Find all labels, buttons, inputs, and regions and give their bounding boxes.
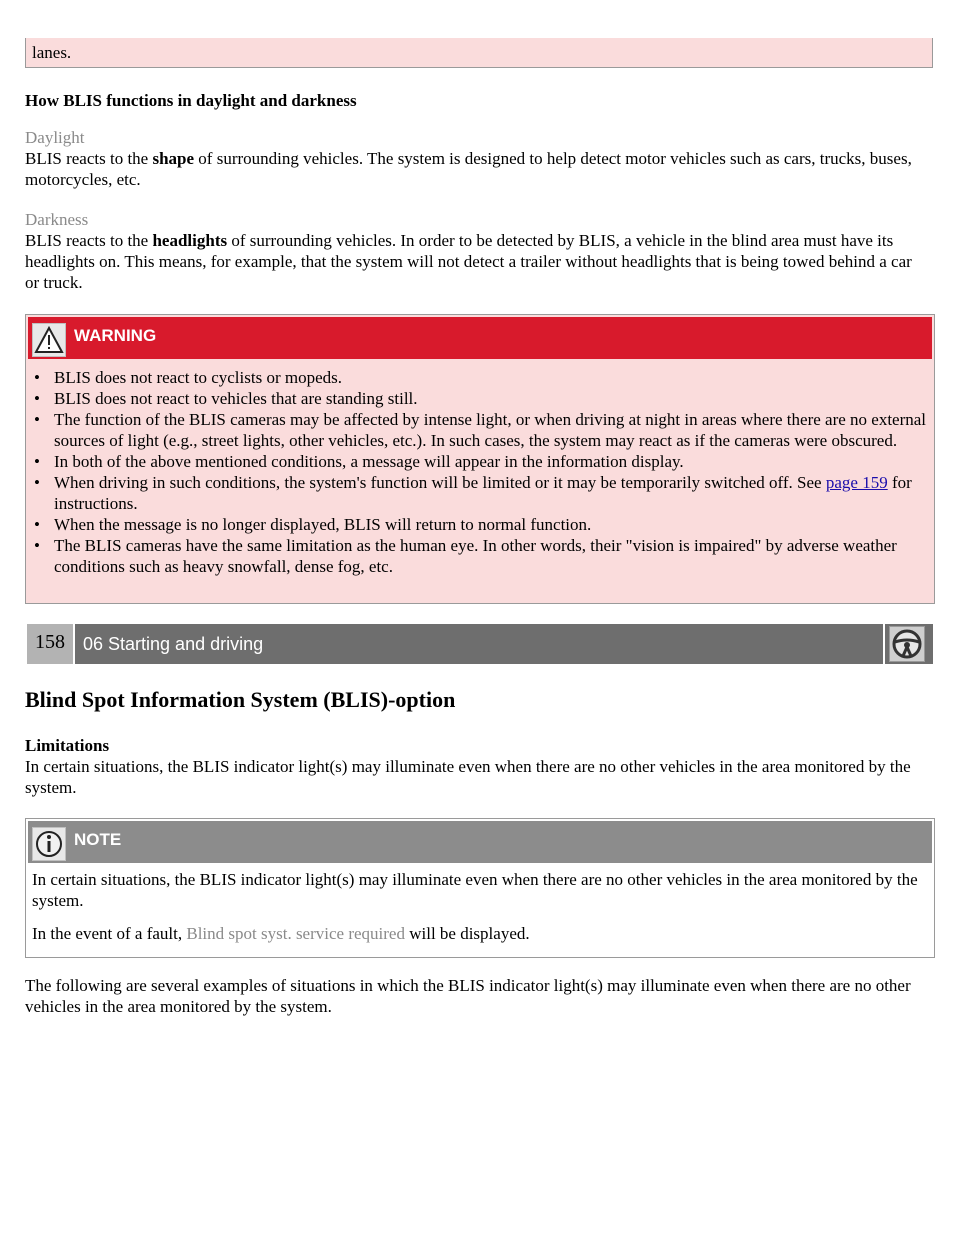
warning-header: [28, 317, 932, 359]
previous-warning-box-end: [25, 38, 933, 68]
list-item: • In both of the above mentioned conditions, a message will appear in the information display.: [30, 451, 934, 472]
darkness-text-post: of surrounding vehicles. In order to be detected by BLIS, a vehicle in the blind area must have its headlights on. This means, for example, that the system will not detect a trailer without headlights that is being towed behind a car or truck.: [25, 231, 912, 292]
note-p2-pre: In the event of a fault,: [32, 924, 187, 943]
darkness-heading: Darkness: [25, 210, 89, 229]
list-item: [30, 472, 934, 514]
daylight-block: [25, 127, 930, 190]
section-title: How BLIS functions in daylight and darkness: [25, 91, 357, 110]
steering-wheel-icon: [889, 626, 925, 662]
chapter-title: 06 Starting and driving: [75, 624, 883, 664]
main-heading: Blind Spot Information System (BLIS)-option: [25, 687, 456, 712]
list-item: • BLIS does not react to cyclists or mopeds.: [30, 367, 934, 388]
daylight-text-post: of surrounding vehicles. The system is designed to help detect motor vehicles such as cars, trucks, buses, motorcycles, etc.: [25, 149, 912, 189]
darkness-bold-word: headlights: [152, 231, 228, 250]
list-item: • When the message is no longer displayed, BLIS will return to normal function.: [30, 514, 934, 535]
note-paragraph-2: [32, 923, 928, 944]
chapter-header-bar: [25, 624, 935, 664]
limitations-title: Limitations: [25, 736, 110, 755]
note-paragraph-1: In certain situations, the BLIS indicator light(s) may illuminate even when there are no other vehicles in the area monitored by the system.: [32, 870, 918, 910]
daylight-bold-word: shape: [152, 149, 195, 168]
list-item-text: When driving in such conditions, the system's function will be limited or it may be temporarily switched off. See: [54, 473, 826, 492]
warning-triangle-icon: [32, 323, 66, 357]
note-header: [28, 821, 932, 863]
list-item: • The BLIS cameras have the same limitation as the human eye. In other words, their "vision is impaired" by adverse weather conditions such as heavy snowfall, dense fog, etc.: [30, 535, 934, 577]
note-p2-post: will be displayed.: [404, 924, 530, 943]
page-number: 158: [27, 624, 73, 664]
daylight-heading: Daylight: [25, 128, 85, 147]
note-box: [25, 818, 935, 958]
page-159-link[interactable]: page 159: [825, 473, 888, 492]
info-icon: [32, 827, 66, 861]
darkness-text-pre: BLIS reacts to the: [25, 231, 153, 250]
daylight-text-pre: BLIS reacts to the: [25, 149, 153, 168]
list-item: • The function of the BLIS cameras may be affected by intense light, or when driving at night in areas where there are no external sources of light (e.g., street lights, other vehicles, etc.). In such cases, the system may react as if the cameras were obscured.: [30, 409, 934, 451]
list-item-suffix: for instructions.: [54, 473, 912, 513]
closing-paragraph: The following are several examples of situations in which the BLIS indicator light(s) may illuminate even when there are no other vehicles in the area monitored by the system.: [25, 976, 911, 1016]
note-label: NOTE: [74, 830, 122, 849]
limitations-block: [25, 735, 930, 798]
previous-box-text: lanes.: [32, 43, 72, 62]
display-message: Blind spot syst. service required: [186, 924, 405, 943]
limitations-text: In certain situations, the BLIS indicator light(s) may illuminate even when there are no other vehicles in the area monitored by the system.: [25, 757, 911, 797]
warning-label: WARNING: [74, 326, 157, 345]
warning-list: [26, 367, 934, 577]
darkness-block: [25, 209, 930, 293]
note-body: [26, 863, 934, 944]
list-item: • BLIS does not react to vehicles that are standing still.: [30, 388, 934, 409]
warning-box: [25, 314, 935, 604]
daylight-paragraph: [25, 148, 930, 190]
darkness-paragraph: [25, 230, 930, 293]
chapter-badge: [885, 624, 933, 664]
